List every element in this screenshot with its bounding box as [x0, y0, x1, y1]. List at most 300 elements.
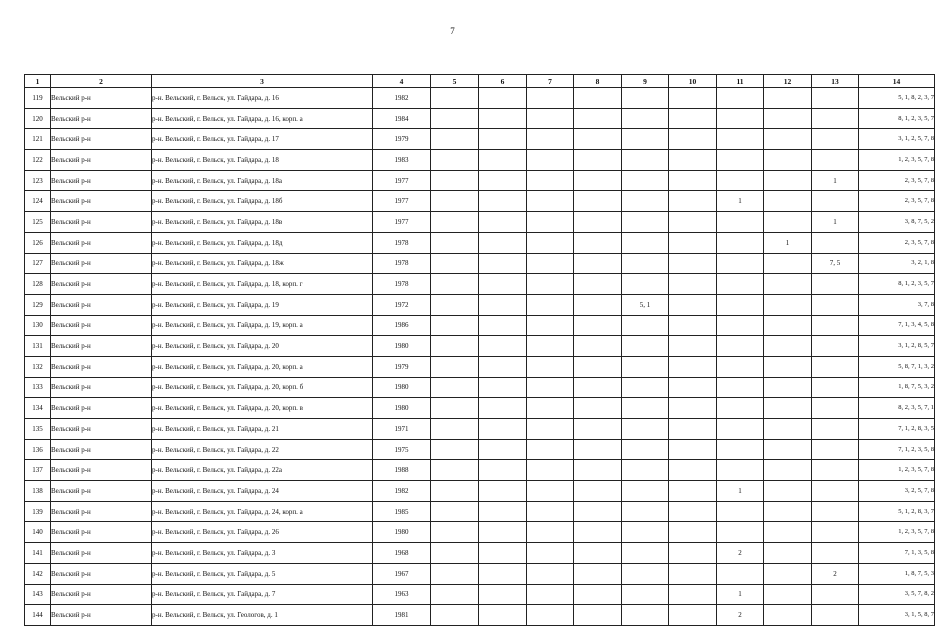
district-cell: Вельский р-н — [51, 336, 152, 357]
col-11-cell — [717, 398, 764, 419]
col-6-cell — [479, 253, 527, 274]
column-header-11: 11 — [717, 75, 764, 88]
col-5-cell — [431, 212, 479, 233]
col-10-cell — [669, 336, 717, 357]
col-5-cell — [431, 605, 479, 626]
address-cell: р-н. Вельский, г. Вельск, ул. Гайдара, д. 21 — [152, 419, 373, 440]
year-cell: 1963 — [373, 584, 431, 605]
table-row — [25, 481, 935, 502]
col-10-cell — [669, 315, 717, 336]
district-cell: Вельский р-н — [51, 605, 152, 626]
col-8-cell — [574, 294, 622, 315]
col-14-cell: 1, 2, 3, 5, 7, 8 — [859, 460, 935, 481]
col-13-cell — [812, 315, 859, 336]
table-row — [25, 88, 935, 109]
col-12-cell: 1 — [764, 232, 812, 253]
address-cell: р-н. Вельский, г. Вельск, ул. Гайдара, д. 18б — [152, 191, 373, 212]
col-7-cell — [527, 191, 574, 212]
col-13-cell — [812, 294, 859, 315]
year-cell: 1979 — [373, 356, 431, 377]
col-8-cell — [574, 170, 622, 191]
district-cell: Вельский р-н — [51, 170, 152, 191]
col-7-cell — [527, 605, 574, 626]
col-12-cell — [764, 212, 812, 233]
col-11-cell — [717, 150, 764, 171]
district-cell: Вельский р-н — [51, 315, 152, 336]
col-6-cell — [479, 563, 527, 584]
col-5-cell — [431, 129, 479, 150]
col-13-cell — [812, 377, 859, 398]
col-8-cell — [574, 274, 622, 295]
table-row — [25, 170, 935, 191]
col-11-cell — [717, 170, 764, 191]
column-header-8: 8 — [574, 75, 622, 88]
year-cell: 1971 — [373, 419, 431, 440]
col-9-cell — [622, 377, 669, 398]
col-12-cell — [764, 605, 812, 626]
col-12-cell — [764, 377, 812, 398]
year-cell: 1980 — [373, 336, 431, 357]
col-14-cell: 3, 2, 5, 7, 8 — [859, 481, 935, 502]
col-8-cell — [574, 191, 622, 212]
col-12-cell — [764, 191, 812, 212]
col-8-cell — [574, 398, 622, 419]
row-number-cell: 132 — [25, 356, 51, 377]
col-7-cell — [527, 150, 574, 171]
address-cell: р-н. Вельский, г. Вельск, ул. Гайдара, д. 5 — [152, 563, 373, 584]
col-10-cell — [669, 108, 717, 129]
col-12-cell — [764, 398, 812, 419]
table-row — [25, 398, 935, 419]
table-row — [25, 274, 935, 295]
col-11-cell: 1 — [717, 584, 764, 605]
col-9-cell — [622, 274, 669, 295]
year-cell: 1980 — [373, 398, 431, 419]
col-7-cell — [527, 419, 574, 440]
col-8-cell — [574, 356, 622, 377]
col-9-cell — [622, 398, 669, 419]
col-6-cell — [479, 232, 527, 253]
col-5-cell — [431, 377, 479, 398]
year-cell: 1984 — [373, 108, 431, 129]
col-13-cell — [812, 419, 859, 440]
col-7-cell — [527, 129, 574, 150]
table-row — [25, 212, 935, 233]
col-6-cell — [479, 108, 527, 129]
year-cell: 1982 — [373, 88, 431, 109]
col-9-cell — [622, 88, 669, 109]
year-cell: 1967 — [373, 563, 431, 584]
district-cell: Вельский р-н — [51, 439, 152, 460]
col-5-cell — [431, 108, 479, 129]
col-14-cell: 1, 2, 3, 5, 7, 8 — [859, 522, 935, 543]
col-7-cell — [527, 563, 574, 584]
col-5-cell — [431, 315, 479, 336]
col-10-cell — [669, 129, 717, 150]
col-5-cell — [431, 253, 479, 274]
table-row — [25, 253, 935, 274]
col-8-cell — [574, 336, 622, 357]
col-6-cell — [479, 584, 527, 605]
address-cell: р-н. Вельский, г. Вельск, ул. Гайдара, д. 19, корп. а — [152, 315, 373, 336]
col-11-cell: 2 — [717, 605, 764, 626]
address-cell: р-н. Вельский, г. Вельск, ул. Гайдара, д. 16 — [152, 88, 373, 109]
col-7-cell — [527, 212, 574, 233]
table-row — [25, 563, 935, 584]
address-cell: р-н. Вельский, г. Вельск, ул. Геологов, д. 1 — [152, 605, 373, 626]
col-14-cell: 8, 1, 2, 3, 5, 7 — [859, 108, 935, 129]
col-6-cell — [479, 191, 527, 212]
col-7-cell — [527, 88, 574, 109]
table-row — [25, 460, 935, 481]
row-number-cell: 129 — [25, 294, 51, 315]
col-13-cell — [812, 274, 859, 295]
col-7-cell — [527, 460, 574, 481]
col-12-cell — [764, 439, 812, 460]
col-14-cell: 3, 7, 8 — [859, 294, 935, 315]
column-header-10: 10 — [669, 75, 717, 88]
col-8-cell — [574, 501, 622, 522]
row-number-cell: 144 — [25, 605, 51, 626]
col-6-cell — [479, 398, 527, 419]
address-cell: р-н. Вельский, г. Вельск, ул. Гайдара, д. 20, корп. а — [152, 356, 373, 377]
table-row — [25, 294, 935, 315]
col-11-cell — [717, 563, 764, 584]
col-7-cell — [527, 522, 574, 543]
col-10-cell — [669, 212, 717, 233]
col-8-cell — [574, 212, 622, 233]
table-row — [25, 315, 935, 336]
table-row — [25, 584, 935, 605]
col-10-cell — [669, 274, 717, 295]
table-row — [25, 108, 935, 129]
col-10-cell — [669, 563, 717, 584]
address-cell: р-н. Вельский, г. Вельск, ул. Гайдара, д. 18, корп. г — [152, 274, 373, 295]
page-number: 7 — [450, 26, 455, 36]
col-13-cell — [812, 191, 859, 212]
register-table — [24, 74, 935, 626]
col-10-cell — [669, 419, 717, 440]
column-header-13: 13 — [812, 75, 859, 88]
district-cell: Вельский р-н — [51, 419, 152, 440]
col-12-cell — [764, 563, 812, 584]
table-row — [25, 522, 935, 543]
row-number-cell: 136 — [25, 439, 51, 460]
year-cell: 1979 — [373, 129, 431, 150]
col-12-cell — [764, 294, 812, 315]
col-5-cell — [431, 294, 479, 315]
col-6-cell — [479, 377, 527, 398]
col-6-cell — [479, 315, 527, 336]
col-11-cell — [717, 419, 764, 440]
year-cell: 1977 — [373, 212, 431, 233]
col-5-cell — [431, 274, 479, 295]
address-cell: р-н. Вельский, г. Вельск, ул. Гайдара, д. 26 — [152, 522, 373, 543]
year-cell: 1978 — [373, 253, 431, 274]
col-14-cell: 5, 1, 2, 8, 3, 7 — [859, 501, 935, 522]
col-13-cell: 2 — [812, 563, 859, 584]
col-13-cell — [812, 129, 859, 150]
address-cell: р-н. Вельский, г. Вельск, ул. Гайдара, д. 18 — [152, 150, 373, 171]
col-5-cell — [431, 170, 479, 191]
address-cell: р-н. Вельский, г. Вельск, ул. Гайдара, д. 16, корп. а — [152, 108, 373, 129]
col-9-cell — [622, 419, 669, 440]
col-8-cell — [574, 439, 622, 460]
col-14-cell: 3, 8, 7, 5, 2 — [859, 212, 935, 233]
col-13-cell — [812, 232, 859, 253]
col-5-cell — [431, 191, 479, 212]
col-10-cell — [669, 170, 717, 191]
column-header-14: 14 — [859, 75, 935, 88]
col-11-cell — [717, 274, 764, 295]
district-cell: Вельский р-н — [51, 108, 152, 129]
row-number-cell: 130 — [25, 315, 51, 336]
col-14-cell: 5, 1, 8, 2, 3, 7 — [859, 88, 935, 109]
col-9-cell — [622, 481, 669, 502]
year-cell: 1975 — [373, 439, 431, 460]
col-7-cell — [527, 439, 574, 460]
col-14-cell: 3, 1, 2, 8, 5, 7 — [859, 336, 935, 357]
col-14-cell: 8, 1, 2, 3, 5, 7 — [859, 274, 935, 295]
col-6-cell — [479, 501, 527, 522]
year-cell: 1981 — [373, 605, 431, 626]
row-number-cell: 143 — [25, 584, 51, 605]
col-11-cell: 2 — [717, 543, 764, 564]
address-cell: р-н. Вельский, г. Вельск, ул. Гайдара, д. 3 — [152, 543, 373, 564]
row-number-cell: 124 — [25, 191, 51, 212]
col-14-cell: 8, 2, 3, 5, 7, 1 — [859, 398, 935, 419]
col-9-cell — [622, 563, 669, 584]
district-cell: Вельский р-н — [51, 253, 152, 274]
col-6-cell — [479, 129, 527, 150]
col-13-cell — [812, 584, 859, 605]
col-13-cell — [812, 481, 859, 502]
row-number-cell: 134 — [25, 398, 51, 419]
col-13-cell — [812, 439, 859, 460]
district-cell: Вельский р-н — [51, 88, 152, 109]
col-9-cell — [622, 522, 669, 543]
col-12-cell — [764, 584, 812, 605]
col-5-cell — [431, 398, 479, 419]
address-cell: р-н. Вельский, г. Вельск, ул. Гайдара, д. 20, корп. в — [152, 398, 373, 419]
col-8-cell — [574, 605, 622, 626]
table-row — [25, 605, 935, 626]
row-number-cell: 139 — [25, 501, 51, 522]
col-10-cell — [669, 294, 717, 315]
col-9-cell — [622, 150, 669, 171]
col-13-cell: 7, 5 — [812, 253, 859, 274]
col-13-cell — [812, 88, 859, 109]
district-cell: Вельский р-н — [51, 522, 152, 543]
col-7-cell — [527, 377, 574, 398]
col-10-cell — [669, 356, 717, 377]
col-6-cell — [479, 294, 527, 315]
col-9-cell — [622, 253, 669, 274]
col-12-cell — [764, 522, 812, 543]
col-9-cell — [622, 501, 669, 522]
col-6-cell — [479, 336, 527, 357]
col-8-cell — [574, 150, 622, 171]
col-9-cell — [622, 315, 669, 336]
address-cell: р-н. Вельский, г. Вельск, ул. Гайдара, д. 24 — [152, 481, 373, 502]
col-14-cell: 2, 3, 5, 7, 8 — [859, 170, 935, 191]
district-cell: Вельский р-н — [51, 129, 152, 150]
col-9-cell — [622, 170, 669, 191]
col-7-cell — [527, 501, 574, 522]
col-9-cell — [622, 543, 669, 564]
table-row — [25, 419, 935, 440]
col-8-cell — [574, 253, 622, 274]
year-cell: 1982 — [373, 481, 431, 502]
col-9-cell: 5, 1 — [622, 294, 669, 315]
col-13-cell — [812, 356, 859, 377]
row-number-cell: 133 — [25, 377, 51, 398]
col-10-cell — [669, 605, 717, 626]
year-cell: 1968 — [373, 543, 431, 564]
district-cell: Вельский р-н — [51, 481, 152, 502]
col-5-cell — [431, 232, 479, 253]
col-6-cell — [479, 439, 527, 460]
district-cell: Вельский р-н — [51, 563, 152, 584]
col-8-cell — [574, 108, 622, 129]
col-8-cell — [574, 129, 622, 150]
district-cell: Вельский р-н — [51, 212, 152, 233]
col-9-cell — [622, 129, 669, 150]
district-cell: Вельский р-н — [51, 232, 152, 253]
col-5-cell — [431, 522, 479, 543]
column-header-6: 6 — [479, 75, 527, 88]
col-6-cell — [479, 150, 527, 171]
col-8-cell — [574, 419, 622, 440]
column-header-7: 7 — [527, 75, 574, 88]
col-13-cell — [812, 522, 859, 543]
row-number-cell: 120 — [25, 108, 51, 129]
col-12-cell — [764, 129, 812, 150]
row-number-cell: 121 — [25, 129, 51, 150]
col-13-cell — [812, 460, 859, 481]
col-9-cell — [622, 212, 669, 233]
col-7-cell — [527, 274, 574, 295]
col-8-cell — [574, 232, 622, 253]
row-number-cell: 127 — [25, 253, 51, 274]
col-14-cell: 2, 3, 5, 7, 8 — [859, 191, 935, 212]
column-header-12: 12 — [764, 75, 812, 88]
col-11-cell: 1 — [717, 481, 764, 502]
col-11-cell — [717, 253, 764, 274]
col-11-cell — [717, 88, 764, 109]
col-9-cell — [622, 584, 669, 605]
col-14-cell: 1, 8, 7, 5, 3 — [859, 563, 935, 584]
year-cell: 1977 — [373, 191, 431, 212]
col-7-cell — [527, 543, 574, 564]
col-6-cell — [479, 460, 527, 481]
col-13-cell — [812, 543, 859, 564]
address-cell: р-н. Вельский, г. Вельск, ул. Гайдара, д. 20, корп. б — [152, 377, 373, 398]
col-11-cell — [717, 522, 764, 543]
district-cell: Вельский р-н — [51, 584, 152, 605]
col-9-cell — [622, 356, 669, 377]
col-10-cell — [669, 522, 717, 543]
row-number-cell: 135 — [25, 419, 51, 440]
column-header-3: 3 — [152, 75, 373, 88]
address-cell: р-н. Вельский, г. Вельск, ул. Гайдара, д. 18в — [152, 212, 373, 233]
col-8-cell — [574, 460, 622, 481]
col-11-cell — [717, 232, 764, 253]
address-cell: р-н. Вельский, г. Вельск, ул. Гайдара, д. 18а — [152, 170, 373, 191]
col-14-cell: 2, 3, 5, 7, 8 — [859, 232, 935, 253]
district-cell: Вельский р-н — [51, 356, 152, 377]
col-5-cell — [431, 439, 479, 460]
column-header-1: 1 — [25, 75, 51, 88]
col-5-cell — [431, 88, 479, 109]
col-14-cell: 5, 8, 7, 1, 3, 2 — [859, 356, 935, 377]
district-cell: Вельский р-н — [51, 398, 152, 419]
col-10-cell — [669, 88, 717, 109]
col-14-cell: 7, 1, 3, 5, 8 — [859, 543, 935, 564]
col-12-cell — [764, 170, 812, 191]
row-number-cell: 142 — [25, 563, 51, 584]
year-cell: 1988 — [373, 460, 431, 481]
address-cell: р-н. Вельский, г. Вельск, ул. Гайдара, д. 20 — [152, 336, 373, 357]
col-14-cell: 3, 5, 7, 8, 2 — [859, 584, 935, 605]
address-cell: р-н. Вельский, г. Вельск, ул. Гайдара, д. 24, корп. а — [152, 501, 373, 522]
table-row — [25, 150, 935, 171]
col-11-cell — [717, 294, 764, 315]
district-cell: Вельский р-н — [51, 543, 152, 564]
col-6-cell — [479, 88, 527, 109]
col-5-cell — [431, 501, 479, 522]
row-number-cell: 137 — [25, 460, 51, 481]
year-cell: 1972 — [373, 294, 431, 315]
col-13-cell: 1 — [812, 170, 859, 191]
row-number-cell: 141 — [25, 543, 51, 564]
col-9-cell — [622, 605, 669, 626]
col-6-cell — [479, 481, 527, 502]
col-10-cell — [669, 501, 717, 522]
col-12-cell — [764, 150, 812, 171]
col-14-cell: 3, 2, 1, 8 — [859, 253, 935, 274]
column-header-2: 2 — [51, 75, 152, 88]
col-5-cell — [431, 584, 479, 605]
table-row — [25, 543, 935, 564]
table-row — [25, 129, 935, 150]
col-12-cell — [764, 501, 812, 522]
district-cell: Вельский р-н — [51, 191, 152, 212]
col-6-cell — [479, 274, 527, 295]
col-11-cell — [717, 336, 764, 357]
col-9-cell — [622, 232, 669, 253]
row-number-cell: 125 — [25, 212, 51, 233]
column-header-9: 9 — [622, 75, 669, 88]
col-10-cell — [669, 253, 717, 274]
col-12-cell — [764, 315, 812, 336]
table-row — [25, 232, 935, 253]
col-7-cell — [527, 336, 574, 357]
col-8-cell — [574, 315, 622, 336]
col-7-cell — [527, 108, 574, 129]
col-13-cell — [812, 398, 859, 419]
address-cell: р-н. Вельский, г. Вельск, ул. Гайдара, д. 7 — [152, 584, 373, 605]
col-7-cell — [527, 232, 574, 253]
year-cell: 1980 — [373, 522, 431, 543]
address-cell: р-н. Вельский, г. Вельск, ул. Гайдара, д. 19 — [152, 294, 373, 315]
col-12-cell — [764, 419, 812, 440]
col-11-cell — [717, 315, 764, 336]
col-9-cell — [622, 439, 669, 460]
col-10-cell — [669, 232, 717, 253]
year-cell: 1978 — [373, 232, 431, 253]
col-6-cell — [479, 212, 527, 233]
